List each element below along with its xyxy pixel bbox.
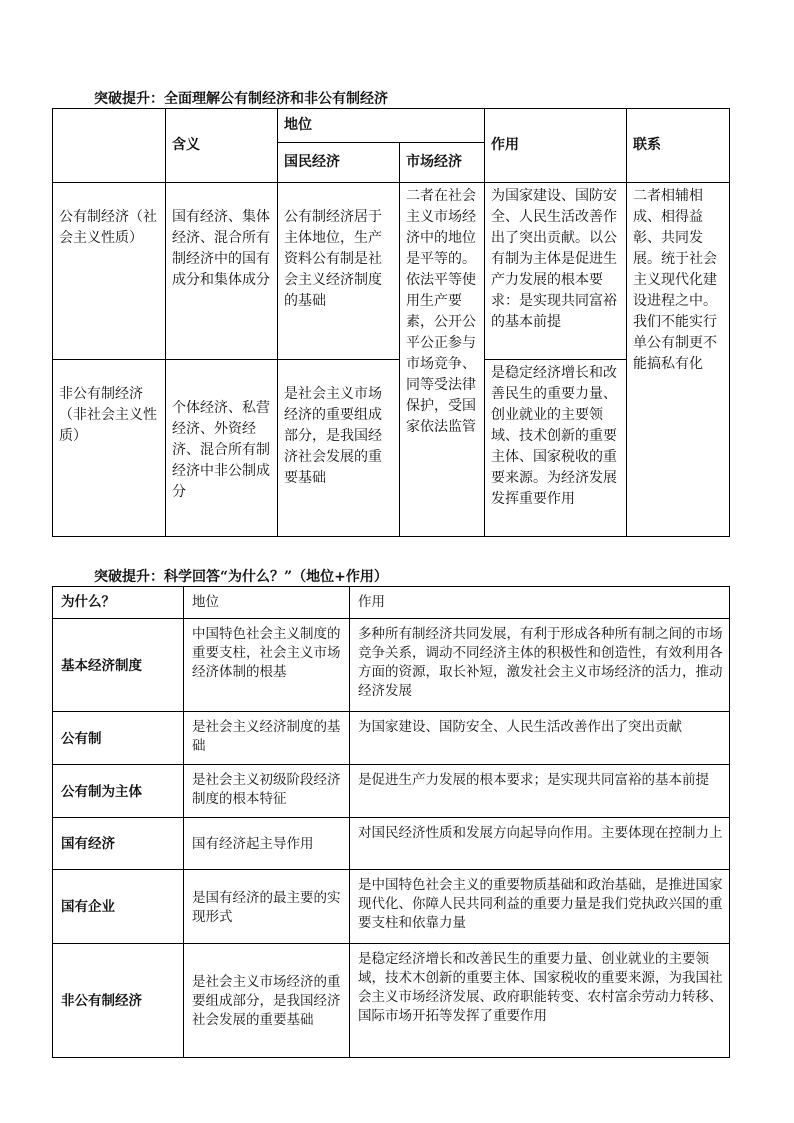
header-role: 作用 [485, 109, 627, 183]
position-cell: 是国有经济的最主要的实现形式 [184, 870, 350, 944]
row-label: 国有企业 [53, 870, 184, 944]
market-shared: 二者在社会主义市场经济中的地位是平等的。依法平等使用生产要素，公开公平公正参与市场竞争、同等受法律保护，受国家依法监管 [400, 183, 485, 537]
role-cell: 是稳定经济增长和改善民生的重要力量、创业就业的主要领域，技术木创新的重要主体、国家税收的重要来源，为我国社会主义市场经济发展、政府职能转变、农村富余劳动力转移、国际市场开拓等发挥了重要作用 [350, 944, 730, 1058]
national-nonpublic: 是社会主义市场经济的重要组成部分，是我国经济社会发展的重要基础 [278, 360, 400, 537]
header-position: 地位 [278, 109, 485, 143]
role-cell: 是促进生产力发展的根本要求；是实现共同富裕的基本前提 [350, 765, 730, 818]
row-label: 公有制为主体 [53, 765, 184, 818]
relation-shared: 二者相辅相成、相得益彰、共同发展。统于社会主义现代化建设进程之中。我们不能实行单公有制更不能搞私有化 [627, 183, 730, 537]
row-label: 公有制 [53, 712, 184, 765]
meaning-nonpublic: 个体经济、私营经济、外资经济、混合所有制经济中非公制成分 [166, 360, 278, 537]
row-label: 非公有制经济 [53, 944, 184, 1058]
table2-row [53, 870, 730, 944]
row-label-public: 公有制经济（社会主义性质） [53, 183, 166, 360]
role-cell: 多种所有制经济共同发展，有利于形成各种所有制之间的市场竞争关系，调动不同经济主体的积极性和创造性，有效利用各方面的资源，取长补短，激发社会主义市场经济的活力，推动经济发展 [350, 619, 730, 712]
table1-corner-cell [53, 109, 166, 183]
header-market-economy: 市场经济 [400, 143, 485, 183]
table2-row [53, 712, 730, 765]
header2-role: 作用 [350, 587, 730, 619]
table2-row [53, 619, 730, 712]
position-cell: 国有经济起主导作用 [184, 818, 350, 870]
row-label: 国有经济 [53, 818, 184, 870]
role-cell: 对国民经济性质和发展方向起导向作用。主要体现在控制力上 [350, 818, 730, 870]
role-public: 为国家建设、国防安全、人民生活改善作出了突出贡献。以公有制为主体是促进生产力发展的根本要求：是实现共同富裕的基本前提 [485, 183, 627, 360]
table2-row [53, 765, 730, 818]
header-meaning: 含义 [166, 109, 278, 183]
table2-header-row [53, 587, 730, 619]
table2-row [53, 818, 730, 870]
ownership-comparison-table [52, 108, 730, 537]
section2-title: 突破提升：科学回答“为什么？”（地位+作用） [94, 569, 388, 585]
header-relation: 联系 [627, 109, 730, 183]
why-table [52, 586, 730, 1058]
table2-row [53, 944, 730, 1058]
header2-position: 地位 [184, 587, 350, 619]
position-cell: 是社会主义市场经济的重要组成部分，是我国经济社会发展的重要基础 [184, 944, 350, 1058]
role-cell: 是中国特色社会主义的重要物质基础和政治基础，是推进国家现代化、你障人民共同利益的重要力量是我们党执政兴国的重要支柱和依靠力量 [350, 870, 730, 944]
section1-title: 突破提升：全面理解公有制经济和非公有制经济 [94, 91, 388, 107]
position-cell: 是社会主义经济制度的基础 [184, 712, 350, 765]
position-cell: 中国特色社会主义制度的重要支柱，社会主义市场经济体制的根基 [184, 619, 350, 712]
table1-header-row [53, 109, 730, 143]
role-cell: 为国家建设、国防安全、人民生活改善作出了突出贡献 [350, 712, 730, 765]
meaning-public: 国有经济、集体经济、混合所有制经济中的国有成分和集体成分 [166, 183, 278, 360]
row-label: 基本经济制度 [53, 619, 184, 712]
header-why: 为什么？ [53, 587, 184, 619]
role-nonpublic: 是稳定经济增长和改善民生的重要力量、创业就业的主要领域、技术创新的重要主体、国家税收的重要来源。为经济发展发挥重要作用 [485, 360, 627, 537]
national-public: 公有制经济居于主体地位，生产资料公有制是社会主义经济制度的基础 [278, 183, 400, 360]
table1-row-public [53, 183, 730, 360]
position-cell: 是社会主义初级阶段经济制度的根本特征 [184, 765, 350, 818]
row-label-nonpublic: 非公有制经济（非社会主义性质） [53, 360, 166, 537]
header-national-economy: 国民经济 [278, 143, 400, 183]
